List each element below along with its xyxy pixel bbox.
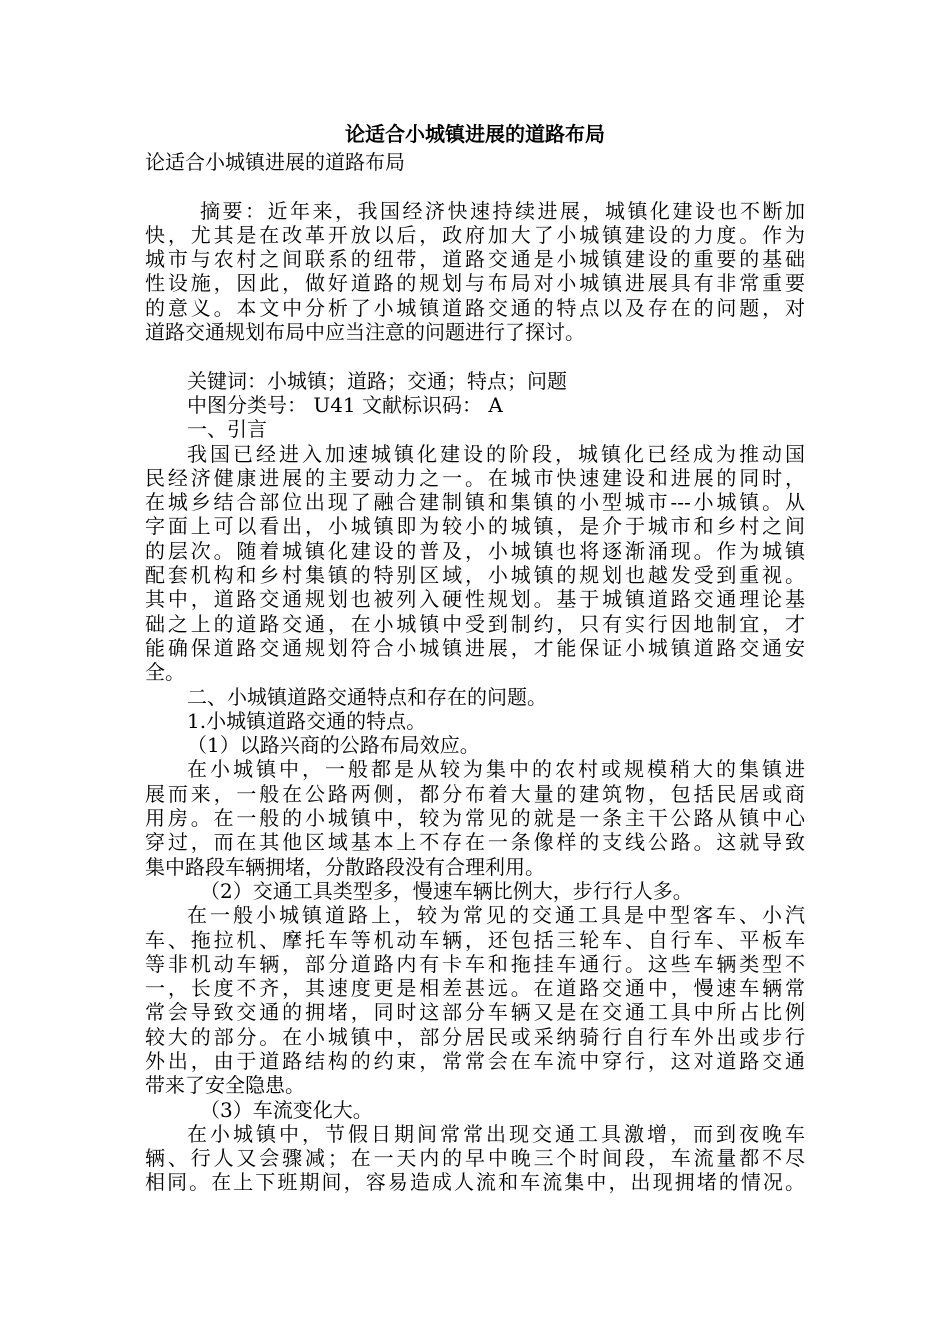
document-title: 论适合小城镇进展的道路布局 [345, 122, 605, 146]
body-line: 等非机动车辆，部分道路内有卡车和拖挂车通行。这些车辆类型不 [145, 951, 805, 976]
body-line: 较大的部分。在小城镇中，部分居民或采纳骑行自行车外出或步行 [145, 1024, 805, 1049]
body-line: 关键词：小城镇；道路；交通；特点；问题 [187, 368, 567, 393]
body-line: 性设施，因此，做好道路的规划与布局对小城镇进展具有非常重要 [145, 271, 805, 296]
body-line: 在一般小城镇道路上，较为常见的交通工具是中型客车、小汽 [187, 903, 805, 928]
body-line: 民经济健康进展的主要动力之一。在城市快速建设和进展的同时， [145, 465, 805, 490]
body-line: 带来了安全隐患。 [145, 1073, 305, 1098]
body-line: 展而来，一般在公路两侧，都分布着大量的建筑物，包括民居或商 [145, 781, 805, 806]
body-line: 我国已经进入加速城镇化建设的阶段，城镇化已经成为推动国 [187, 441, 805, 466]
body-line: 中图分类号： U41 文献标识码： A [187, 392, 503, 417]
body-line: 常会导致交通的拥堵，同时这部分车辆又是在交通工具中所占比例 [145, 1000, 805, 1025]
body-line: 配套机构和乡村集镇的特别区域，小城镇的规划也越发受到重视。 [145, 563, 805, 588]
body-line: 的层次。随着城镇化建设的普及，小城镇也将逐渐涌现。作为城镇 [145, 538, 805, 563]
body-line: 二、小城镇道路交通特点和存在的问题。 [187, 684, 547, 709]
body-line: 的意义。本文中分析了小城镇道路交通的特点以及存在的问题，对 [145, 295, 805, 320]
body-line: 城市与农村之间联系的纽带，道路交通是小城镇建设的重要的基础 [145, 247, 805, 272]
document-body [145, 150, 805, 1195]
body-line: 一、引言 [187, 417, 267, 442]
body-line: 快，尤其是在改革开放以后，政府加大了小城镇建设的力度。作为 [145, 222, 805, 247]
body-line: 能确保道路交通规划符合小城镇进展，才能保证小城镇道路交通安 [145, 635, 805, 660]
body-line: 1.小城镇道路交通的特点。 [187, 708, 427, 733]
body-line: 全。 [145, 660, 185, 685]
body-line: 集中路段车辆拥堵，分散路段没有合理利用。 [145, 854, 545, 879]
body-line: 摘要：近年来，我国经济快速持续进展，城镇化建设也不断加 [200, 198, 805, 223]
blank-line [145, 344, 805, 368]
body-line: （3）车流变化大。 [200, 1097, 373, 1122]
body-line: 在小城镇中，节假日期间常常出现交通工具激增，而到夜晚车 [187, 1121, 805, 1146]
body-line: （1）以路兴商的公路布局效应。 [187, 733, 480, 758]
body-line: 在小城镇中，一般都是从较为集中的农村或规模稍大的集镇进 [187, 757, 805, 782]
body-line: 相同。在上下班期间，容易造成人流和车流集中，出现拥堵的情况。 [145, 1170, 805, 1195]
body-line: 字面上可以看出，小城镇即为较小的城镇，是介于城市和乡村之间 [145, 514, 805, 539]
document-page [145, 118, 805, 1195]
body-line: 础之上的道路交通，在小城镇中受到制约，只有实行因地制宜，才 [145, 611, 805, 636]
body-line: 论适合小城镇进展的道路布局 [145, 150, 405, 174]
body-line: 一，长度不齐，其速度更是相差甚远。在道路交通中，慢速车辆常 [145, 976, 805, 1001]
body-line: 辆、行人又会骤减；在一天内的早中晚三个时间段，车流量都不尽 [145, 1146, 805, 1171]
body-line: 车、拖拉机、摩托车等机动车辆，还包括三轮车、自行车、平板车 [145, 927, 805, 952]
blank-line [145, 174, 805, 198]
body-line: 用房。在一般的小城镇中，较为常见的就是一条主干公路从镇中心 [145, 806, 805, 831]
body-line: 其中，道路交通规划也被列入硬性规划。基于城镇道路交通理论基 [145, 587, 805, 612]
body-line: （2）交通工具类型多，慢速车辆比例大，步行行人多。 [200, 878, 693, 903]
body-line: 穿过，而在其他区域基本上不存在一条像样的支线公路。这就导致 [145, 830, 805, 855]
body-line: 外出，由于道路结构的约束，常常会在车流中穿行，这对道路交通 [145, 1048, 805, 1073]
body-line: 在城乡结合部位出现了融合建制镇和集镇的小型城市---小城镇。从 [145, 490, 805, 515]
body-line: 道路交通规划布局中应当注意的问题进行了探讨。 [145, 320, 585, 345]
